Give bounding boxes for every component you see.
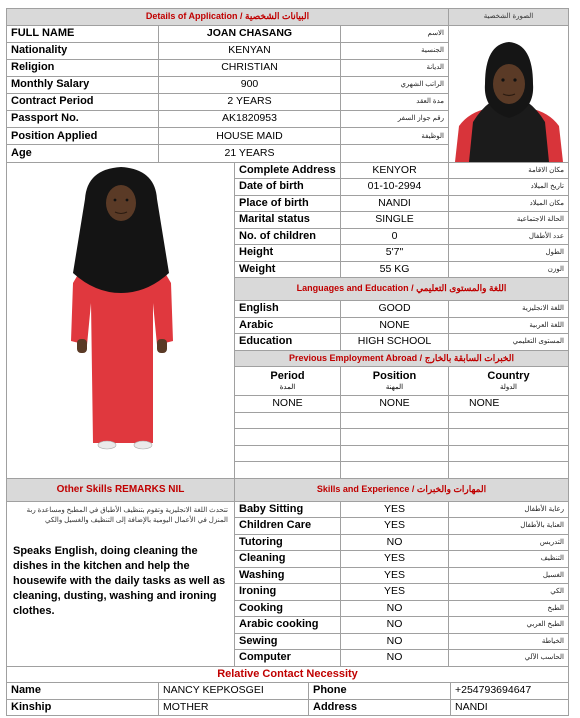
skill-washing-value: YES — [341, 567, 449, 584]
full-name-label: FULL NAME — [7, 25, 159, 42]
skill-arabic-cooking-value: NO — [341, 617, 449, 634]
dob-ar: تاريخ الميلاد — [449, 179, 569, 196]
contract-value: 2 YEARS — [159, 94, 341, 111]
age-value: 21 YEARS — [159, 145, 341, 162]
skill-tutoring-ar: التدريس — [449, 534, 569, 551]
address-ar: مكان الاقامة — [449, 162, 569, 179]
skill-washing-label: Washing — [235, 567, 341, 584]
other-skills-arabic: تتحدث اللغة الانجليزية وتقوم بتنظيف الأطباق في المطبخ ومساعدة ربة المنزل في الأعمال اليومية بالإضافة إلى التنظيف والغسيل والكي — [26, 506, 228, 524]
employment-empty-cell — [341, 429, 449, 446]
passport-label: Passport No. — [7, 111, 159, 128]
passport-value: AK1820953 — [159, 111, 341, 128]
skill-baby-sitting-ar: رعاية الأطفال — [449, 501, 569, 518]
pob-value: NANDI — [341, 195, 449, 212]
contract-ar: مدة العقد — [341, 94, 449, 111]
skill-children-care-ar: العناية بالأطفال — [449, 518, 569, 535]
other-skills-cell — [7, 501, 235, 666]
position-header-en: Position — [372, 370, 417, 382]
arabic-label: Arabic — [235, 317, 341, 334]
marital-value: SINGLE — [341, 212, 449, 229]
skill-arabic-cooking-ar: الطبخ العربي — [449, 617, 569, 634]
religion-ar: الديانة — [341, 59, 449, 76]
portrait-photo-cell — [449, 25, 569, 162]
age-ar — [341, 145, 449, 162]
application-title: Details of Application / البيانات الشخصية — [7, 9, 449, 26]
country-header — [449, 367, 569, 396]
skill-computer-label: Computer — [235, 650, 341, 667]
age-label: Age — [7, 145, 159, 162]
employment-empty-cell — [235, 429, 341, 446]
skill-arabic-cooking-label: Arabic cooking — [235, 617, 341, 634]
religion-value: CHRISTIAN — [159, 59, 341, 76]
education-label: Education — [235, 334, 341, 351]
employment-empty-cell — [449, 429, 569, 446]
skill-cooking-value: NO — [341, 600, 449, 617]
skill-cleaning-value: YES — [341, 551, 449, 568]
employment-empty-cell — [235, 412, 341, 429]
contact-kinship-label: Kinship — [7, 699, 159, 716]
contact-table — [6, 666, 569, 717]
skill-computer-value: NO — [341, 650, 449, 667]
employment-empty-cell — [235, 445, 341, 462]
nationality-value: KENYAN — [159, 42, 341, 59]
religion-label: Religion — [7, 59, 159, 76]
skill-sewing-ar: الخياطة — [449, 633, 569, 650]
contact-phone-value: +254793694647 — [451, 683, 569, 700]
employment-empty-cell — [341, 462, 449, 479]
skill-children-care-label: Children Care — [235, 518, 341, 535]
salary-ar: الراتب الشهري — [341, 76, 449, 93]
skill-cleaning-ar: التنظيف — [449, 551, 569, 568]
dob-value: 01-10-2994 — [341, 179, 449, 196]
english-value: GOOD — [341, 301, 449, 318]
address-label: Complete Address — [235, 162, 341, 179]
nationality-label: Nationality — [7, 42, 159, 59]
period-header-ar: المدة — [279, 384, 296, 391]
skill-baby-sitting-label: Baby Sitting — [235, 501, 341, 518]
skill-sewing-value: NO — [341, 633, 449, 650]
height-value: 5'7" — [341, 245, 449, 262]
photo-title: الصورة الشخصية — [449, 9, 569, 26]
english-label: English — [235, 301, 341, 318]
education-value: HIGH SCHOOL — [341, 334, 449, 351]
portrait-photo — [449, 26, 569, 162]
salary-label: Monthly Salary — [7, 76, 159, 93]
skill-cleaning-label: Cleaning — [235, 551, 341, 568]
other-skills-text: Speaks English, doing cleaning the dishes in the kitchen and help the housewife with the daily tasks as well as cleaning, dusting, washing and ironing clothes. — [13, 544, 226, 617]
marital-label: Marital status — [235, 212, 341, 229]
skill-ironing-ar: الكي — [449, 584, 569, 601]
dob-label: Date of birth — [235, 179, 341, 196]
height-ar: الطول — [449, 245, 569, 262]
skills-table — [6, 478, 569, 667]
details-table — [6, 162, 569, 479]
arabic-value: NONE — [341, 317, 449, 334]
skill-baby-sitting-value: YES — [341, 501, 449, 518]
employment-empty-cell — [341, 445, 449, 462]
contact-name-value: NANCY KEPKOSGEI — [159, 683, 309, 700]
height-label: Height — [235, 245, 341, 262]
arabic-ar: اللغة العربية — [449, 317, 569, 334]
children-label: No. of children — [235, 228, 341, 245]
country-header-en: Country — [487, 370, 530, 382]
contact-address-label: Address — [309, 699, 451, 716]
period-value: NONE — [235, 396, 341, 413]
skills-title: Skills and Experience / المهارات والخبرات — [235, 478, 569, 501]
skill-ironing-label: Ironing — [235, 584, 341, 601]
employment-empty-cell — [449, 462, 569, 479]
full-name-ar: الاسم — [341, 25, 449, 42]
passport-ar: رقم جواز السفر — [341, 111, 449, 128]
country-value: NONE — [449, 396, 569, 413]
pob-ar: مكان الميلاد — [449, 195, 569, 212]
weight-label: Weight — [235, 261, 341, 278]
languages-title: Languages and Education / اللغة والمستوى التعليمي — [235, 278, 569, 301]
position-header — [341, 367, 449, 396]
pob-label: Place of birth — [235, 195, 341, 212]
skill-cooking-label: Cooking — [235, 600, 341, 617]
contact-kinship-value: MOTHER — [159, 699, 309, 716]
skill-sewing-label: Sewing — [235, 633, 341, 650]
education-ar: المستوى التعليمي — [449, 334, 569, 351]
position-value: HOUSE MAID — [159, 128, 341, 145]
marital-ar: الحالة الاجتماعية — [449, 212, 569, 229]
english-ar: اللغة الانجليزية — [449, 301, 569, 318]
country-header-ar: الدولة — [499, 384, 518, 391]
employment-empty-cell — [235, 462, 341, 479]
application-form — [6, 8, 568, 713]
employment-position-value: NONE — [341, 396, 449, 413]
period-header-en: Period — [270, 370, 305, 382]
children-value: 0 — [341, 228, 449, 245]
full-name-value: JOAN CHASANG — [159, 25, 341, 42]
position-ar: الوظيفة — [341, 128, 449, 145]
skill-children-care-value: YES — [341, 518, 449, 535]
contact-address-value: NANDI — [451, 699, 569, 716]
skill-washing-ar: الغسيل — [449, 567, 569, 584]
period-header — [235, 367, 341, 396]
employment-empty-cell — [449, 445, 569, 462]
contact-name-label: Name — [7, 683, 159, 700]
skill-ironing-value: YES — [341, 584, 449, 601]
salary-value: 900 — [159, 76, 341, 93]
nationality-ar: الجنسية — [341, 42, 449, 59]
employment-title: Previous Employment Abroad / الخبرات السابقة بالخارج — [235, 350, 569, 367]
personal-info-table — [6, 8, 569, 163]
other-skills-title: Other Skills REMARKS NIL — [7, 478, 235, 501]
contract-label: Contract Period — [7, 94, 159, 111]
address-value: KENYOR — [341, 162, 449, 179]
skill-tutoring-value: NO — [341, 534, 449, 551]
skill-computer-ar: الحاسب الآلي — [449, 650, 569, 667]
skill-cooking-ar: الطبخ — [449, 600, 569, 617]
employment-empty-cell — [341, 412, 449, 429]
children-ar: عدد الأطفال — [449, 228, 569, 245]
full-body-photo — [7, 163, 235, 453]
employment-empty-cell — [449, 412, 569, 429]
contact-phone-label: Phone — [309, 683, 451, 700]
weight-ar: الوزن — [449, 261, 569, 278]
position-header-ar: المهنة — [385, 384, 404, 391]
skill-tutoring-label: Tutoring — [235, 534, 341, 551]
weight-value: 55 KG — [341, 261, 449, 278]
position-label: Position Applied — [7, 128, 159, 145]
contact-title: Relative Contact Necessity — [7, 666, 569, 683]
full-body-photo-cell — [7, 162, 235, 478]
